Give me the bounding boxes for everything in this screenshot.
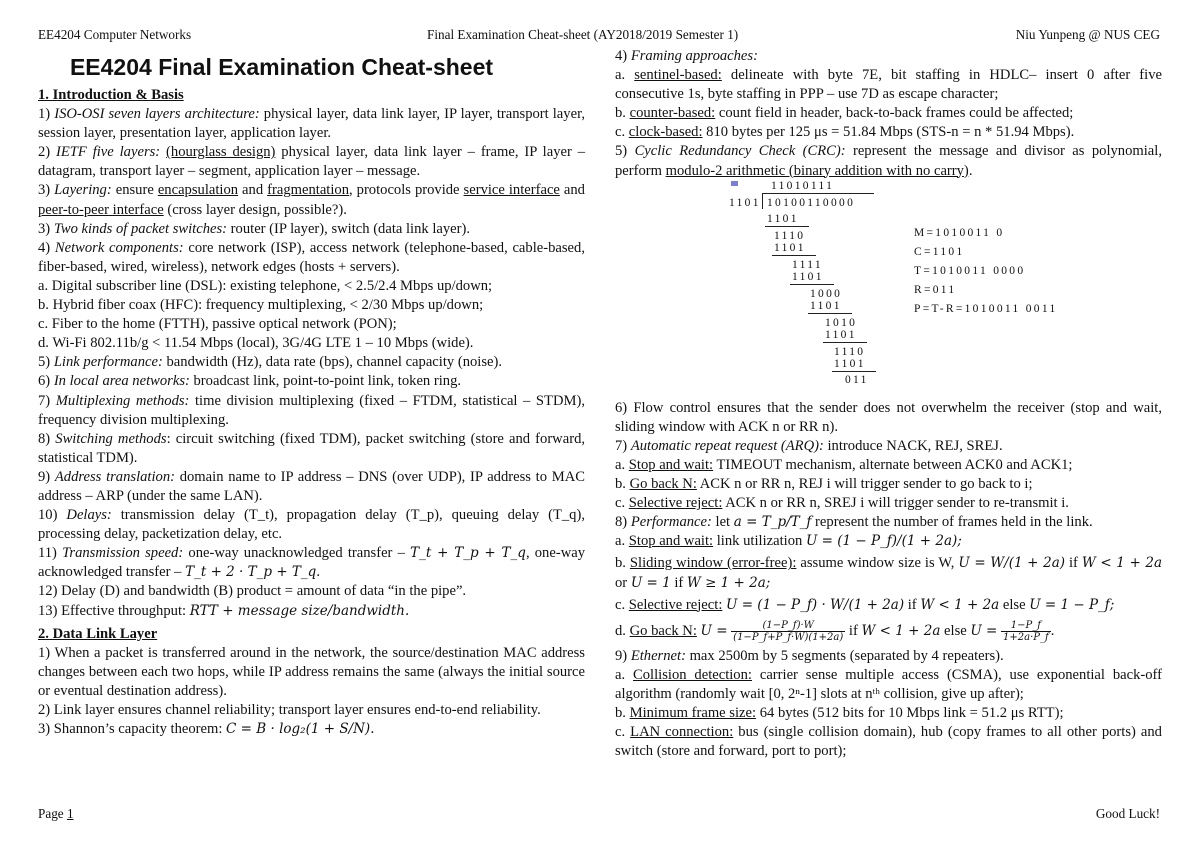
crc-dividend: 10100110000: [767, 196, 856, 209]
perf-item-8d: d. Go back N: U = $\frac{(1-P\_f)\cdot W}{(1-P\_f+P\_f\cdot W)(1+2a)}$ if W < 1 + 2a else U = $\frac{1-P\_f}{1+2a\cdot P\_f}$ .: [615, 619, 1055, 643]
intro-item-4d: d. Wi-Fi 802.11b/g < 11.54 Mbps (local), 3G/4G LTE 1 – 10 Mbps (wide).: [38, 335, 474, 352]
perf-item-8a: a. Stop and wait: link utilization U = (1 − P_f)/(1 + 2a);: [615, 533, 962, 550]
crc-step: 1110: [774, 229, 806, 242]
header-course: EE4204 Computer Networks: [38, 27, 192, 42]
crc-transmitted: T=1010011 0000: [914, 264, 1026, 277]
crc-step-rule: [832, 371, 876, 372]
perf-item-8c: c. Selective reject: U = (1 − P_f) · W/(1 + 2a) if W < 1 + 2a else U = 1 − P_f;: [615, 596, 1115, 613]
intro-item-13: 13) Effective throughput: RTT + message size/bandwidth.: [38, 602, 410, 619]
crc-remainder-value: R=011: [914, 283, 957, 296]
header-title: Final Examination Cheat-sheet (AY2018/2019 Semester 1): [427, 27, 739, 42]
crc-step: 1110: [834, 345, 866, 358]
arq-item-7a: a. Stop and wait: TIMEOUT mechanism, alternate between ACK0 and ACK1;: [615, 456, 1073, 473]
intro-item-6: 6) In local area networks: broadcast link, point-to-point link, token ring.: [38, 373, 462, 390]
crc-step: 1101: [825, 328, 857, 341]
page-number: 1: [66, 806, 74, 821]
document-title: EE4204 Final Examination Cheat-sheet: [69, 54, 494, 80]
crc-division-bar: [762, 193, 874, 194]
crc-division-bracket: [762, 193, 763, 209]
ethernet-item-9c: c. LAN connection: bus (single collision domain), hub (copy frames to all other ports) and switch (store and forward, port to port);: [615, 724, 1162, 760]
intro-item-3: 3) Layering: ensure encapsulation and fragmentation, protocols provide service interface and peer-to-peer interface (cross layer design, possible?).: [38, 182, 585, 218]
left-column: [38, 48, 585, 739]
intro-item-8: 8) Switching methods: circuit switching (fixed TDM), packet switching (store and forward, statistical TDM).: [38, 430, 586, 466]
framing-item-4: 4) Framing approaches:: [615, 48, 758, 64]
crc-remainder: 011: [845, 373, 869, 386]
crc-divisor: 1101: [729, 196, 761, 209]
datalink-item-3: 3) Shannon’s capacity theorem: C = B · log₂(1 + S/N).: [38, 721, 375, 738]
intro-item-4c: c. Fiber to the home (FTTH), passive optical network (PON);: [38, 316, 397, 333]
crc-step-rule: [772, 255, 816, 256]
footer-page: Page 1: [38, 806, 74, 821]
arq-item-7: 7) Automatic repeat request (ARQ): introduce NACK, REJ, SREJ.: [615, 437, 1003, 454]
crc-step: 1101: [834, 357, 866, 370]
intro-item-2: 2) IETF five layers: (hourglass design) physical layer, data link layer – frame, IP layer – datagram, transport layer – segment, application layer – message.: [38, 144, 585, 180]
crc-step-rule: [823, 342, 867, 343]
intro-item-4b: b. Hybrid fiber coax (HFC): frequency multiplexing, < 2/30 Mbps up/down;: [38, 297, 484, 314]
framing-item-4a: a. sentinel-based: delineate with byte 7E, bit staffing in HDLC– insert 0 after five consecutive 1s, byte staffing in PPP – use 7D as escape character;: [615, 67, 1162, 103]
crc-packet: P=T-R=1010011 0011: [914, 302, 1058, 315]
ethernet-item-9b: b. Minimum frame size: 64 bytes (512 bits for 10 Mbps link = 51.2 μs RTT);: [615, 705, 1064, 722]
intro-item-9: 9) Address translation: domain name to IP address – DNS (over UDP), IP address to MAC address – ARP (under the same LAN).: [38, 468, 585, 504]
arq-item-7b: b. Go back N: ACK n or RR n, REJ i will trigger sender to go back to i;: [615, 476, 1033, 493]
intro-item-5: 5) Link performance: bandwidth (Hz), data rate (bps), channel capacity (noise).: [38, 354, 503, 371]
footer-good-luck: Good Luck!: [1095, 806, 1160, 821]
go-back-n-else-fraction: $\frac{1-P\_f}{1+2a\cdot P\_f}$: [1003, 619, 1049, 643]
framing-item-4b: b. counter-based: count field in header, back-to-back frames could be affected;: [615, 105, 1074, 122]
crc-step-rule: [808, 313, 852, 314]
crc-item-5: 5) Cyclic Redundancy Check (CRC): represent the message and divisor as polynomial, perform modulo-2 arithmetic (binary addition with no carry).: [615, 143, 1162, 179]
crc-step: 1010: [825, 316, 858, 329]
datalink-item-2: 2) Link layer ensures channel reliability; transport layer ensures end-to-end reliability.: [38, 702, 541, 718]
intro-item-4: 4) Network components: core network (ISP), access network (telephone-based, cable-based, fiber-based, wired, wireless), network edges (hosts + servers).: [38, 239, 585, 275]
arq-item-7c: c. Selective reject: ACK n or RR n, SREJ i will trigger sender to re-transmit i.: [615, 495, 1069, 512]
section-introduction: 1. Introduction & Basis: [38, 87, 184, 103]
right-column: [615, 47, 1162, 761]
intro-item-10: 10) Delays: transmission delay (T_t), propagation delay (T_p), queuing delay (T_q), processing delay, packetization delay, etc.: [38, 507, 585, 543]
crc-generator: C=1101: [914, 245, 965, 258]
perf-item-8b: b. Sliding window (error-free): assume window size is W, U = W/(1 + 2a) if W < 1 + 2a or U = 1 if W ≥ 1 + 2a;: [615, 555, 1162, 591]
crc-step: 1000: [810, 287, 843, 300]
perf-item-8: 8) Performance: let a = T_p/T_f represent the number of frames held in the link.: [615, 514, 1093, 531]
crc-quotient: 11010111: [771, 179, 835, 192]
crc-step-rule: [765, 226, 809, 227]
framing-item-4c: c. clock-based: 810 bytes per 125 μs = 51.84 Mbps (STS-n = n * 51.94 Mbps).: [615, 124, 1075, 141]
flow-item-6: 6) Flow control ensures that the sender does not overwhelm the receiver (stop and wait, sliding window with ACK n or RR n).: [615, 399, 1162, 435]
crc-step: 1101: [792, 270, 824, 283]
header-author: Niu Yunpeng @ NUS CEG: [1015, 27, 1160, 42]
section-data-link-layer: 2. Data Link Layer: [38, 625, 158, 642]
ethernet-item-9: 9) Ethernet: max 2500m by 5 segments (separated by 4 repeaters).: [615, 647, 1004, 664]
crc-step: 1101: [774, 241, 806, 254]
crc-step: 1111: [792, 258, 823, 271]
ethernet-item-9a: a. Collision detection: carrier sense multiple access (CSMA), use exponential back-off algorithm (randomly wait [0, 2ⁿ-1] slots at nᵗʰ collision, give up after);: [615, 666, 1163, 703]
crc-step: 1101: [810, 299, 842, 312]
crc-division-figure: [615, 181, 1162, 399]
intro-item-1: 1) ISO-OSI seven layers architecture: physical layer, data link layer, IP layer, transport layer, session layer, presentation layer, application layer.: [38, 106, 585, 142]
go-back-n-fraction: $\frac{(1-P\_f)\cdot W}{(1-P\_f+P\_f\cdot W)(1+2a)}$: [733, 619, 844, 643]
intro-item-12: 12) Delay (D) and bandwidth (B) product = amount of data “in the pipe”.: [38, 583, 467, 600]
intro-item-4a: a. Digital subscriber line (DSL): existing telephone, < 2.5/2.4 Mbps up/down;: [38, 277, 493, 294]
intro-item-3b: 3) Two kinds of packet switches: router (IP layer), switch (data link layer).: [38, 220, 471, 237]
datalink-item-1: 1) When a packet is transferred around in the network, the source/destination MAC address changes between each two hops, while IP address remains the same (always the initial source or eventual destination address).: [38, 644, 585, 699]
crc-message: M=1010011 0: [914, 226, 1005, 239]
crc-marker: [731, 181, 738, 186]
intro-item-1-head: ISO-OSI seven layers architecture:: [54, 106, 260, 123]
crc-step-rule: [790, 284, 834, 285]
intro-item-11: 11) Transmission speed: one-way unacknowledged transfer – T_t + T_p + T_q, one-way acknowledged transfer – T_t + 2 · T_p + T_q.: [38, 545, 586, 581]
crc-step: 1101: [767, 212, 799, 225]
intro-item-7: 7) Multiplexing methods: time division multiplexing (fixed – FTDM, statistical – STDM), frequency division multiplexing.: [38, 392, 585, 428]
